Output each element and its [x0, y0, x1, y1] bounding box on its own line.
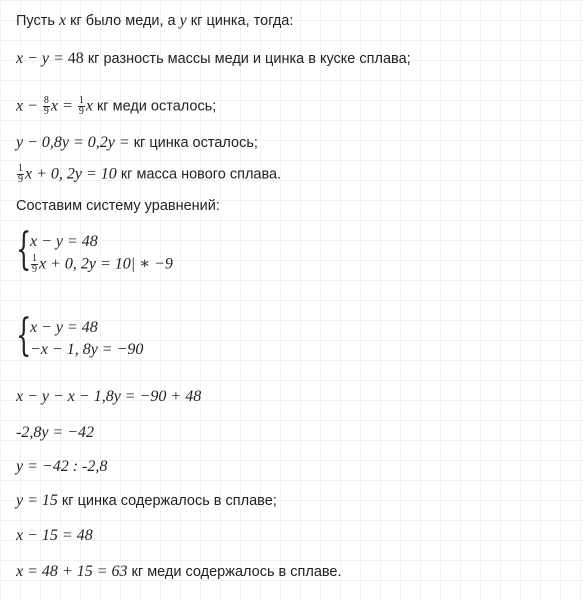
left-brace-icon: { [16, 224, 32, 275]
copper-math-c: x [85, 97, 93, 115]
left-brace-icon: { [16, 310, 32, 361]
intro-text-1: Пусть [16, 13, 59, 29]
y-result-math: y = 15 [16, 492, 58, 509]
system-intro-line: Составим систему уравнений: [16, 198, 220, 214]
zinc-left-line [16, 134, 258, 152]
y-result-line [16, 492, 277, 510]
system2-row1: x − y = 48 [30, 319, 98, 336]
fraction-denominator: 9 [18, 174, 23, 185]
fraction-1-9 [31, 254, 38, 275]
system2-row2: −x − 1, 8y = −90 [30, 341, 144, 358]
copper-math-a: x − [16, 97, 42, 115]
y-division-line: y = −42 : -2,8 [16, 458, 108, 475]
x-equation-line: x − 15 = 48 [16, 527, 93, 544]
zinc-text: кг цинка осталось; [133, 135, 258, 151]
intro-line [16, 12, 293, 30]
new-alloy-math: x + 0, 2y = 10 [25, 165, 117, 183]
intro-text-3: кг цинка, тогда: [186, 13, 294, 29]
system1-row2-math: x + 0, 2y = 10| ∗ −9 [39, 255, 173, 273]
equation-system-2 [16, 310, 236, 368]
subtract-line: x − y − x − 1,8y = −90 + 48 [16, 388, 202, 405]
fraction-numerator: 1 [32, 253, 37, 264]
fraction-numerator: 8 [43, 95, 49, 106]
difference-math: x − y = [16, 50, 68, 67]
negative-eq-line: -2,8y = −42 [16, 424, 95, 441]
copper-math-b: x = [50, 97, 77, 115]
fraction-1-9 [78, 96, 85, 117]
y-result-text: кг цинка содержалось в сплаве; [57, 493, 277, 509]
zinc-math: y − 0,8y = 0,2y = [16, 134, 134, 151]
copper-text: кг меди осталось; [92, 98, 217, 115]
var-x: x [58, 12, 67, 29]
x-result-line [16, 563, 342, 581]
fraction-denominator: 9 [43, 106, 49, 117]
new-alloy-text: кг масса нового сплава. [116, 166, 282, 183]
fraction-numerator: 1 [78, 95, 84, 106]
new-alloy-line [16, 164, 281, 185]
system1-row1: x − y = 48 [30, 233, 98, 250]
fraction-1-9 [17, 164, 24, 185]
intro-text-2: кг было меди, а [66, 13, 180, 29]
copper-left-line [16, 96, 216, 117]
var-y: y [179, 12, 187, 29]
difference-text: кг разность массы меди и цинка в куске сплава; [83, 51, 411, 67]
equation-system-1 [16, 224, 236, 282]
x-result-math: x = 48 + 15 = 63 [16, 563, 128, 580]
system1-row2 [30, 254, 173, 275]
fraction-denominator: 9 [78, 106, 84, 117]
fraction-denominator: 9 [32, 264, 37, 275]
fraction-numerator: 1 [18, 163, 23, 174]
difference-value: 48 [67, 50, 84, 67]
difference-line [16, 50, 411, 68]
x-result-text: кг меди содержалось в сплаве. [127, 564, 342, 580]
fraction-8-9 [43, 96, 50, 117]
